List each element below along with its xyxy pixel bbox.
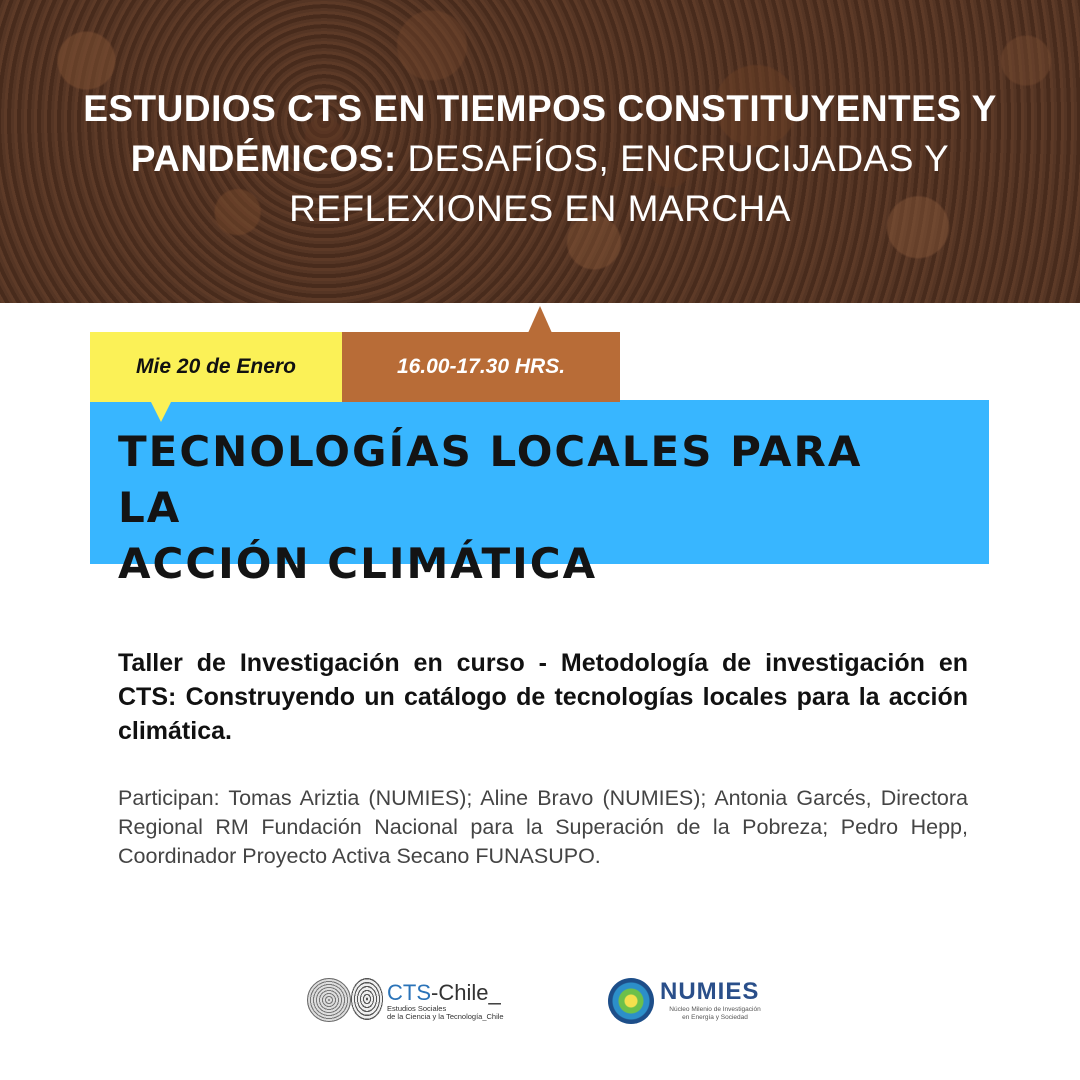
cts-chile-logo [307, 978, 507, 1028]
participants-text: Participan: Tomas Ariztia (NUMIES); Aline Bravo (NUMIES); Antonia Garcés, Directora Regional RM Fundación Nacional para la Superación de la Pobreza; Pedro Hepp, Coordinador Proyecto Activa Secano FUNASUPO. [118, 786, 968, 868]
time-text: 16.00-17.30 HRS. [396, 355, 566, 378]
event-title [118, 424, 929, 592]
date-pointer [150, 400, 172, 422]
header-title-light: DESAFÍOS, ENCRUCIJADAS Y REFLEXIONES EN MARCHA [289, 138, 950, 229]
tree-ring-icon [307, 978, 351, 1022]
cts-logo-subtitle: Estudios Sociales de la Ciencia y la Tecnología_Chile [387, 1004, 504, 1021]
cts-logo-name: CTS-Chile_ [387, 980, 501, 1005]
event-title-line2: ACCIÓN CLIMÁTICA [118, 539, 598, 588]
numies-logo-subtitle: Núcleo Milenio de Investigación en Energía y Sociedad [669, 1006, 761, 1021]
date-badge [90, 332, 342, 402]
time-pointer [528, 306, 552, 333]
time-badge [342, 332, 620, 402]
header-banner [0, 0, 1080, 303]
numies-logo-name: NUMIES [660, 978, 760, 1005]
header-title [40, 84, 1040, 234]
numies-emblem-icon [608, 978, 654, 1024]
event-title-line1: TECNOLOGÍAS LOCALES PARA LA [118, 427, 863, 532]
date-text: Mie 20 de Enero [136, 355, 296, 378]
fingerprint-icon [351, 978, 383, 1020]
event-title-box [90, 400, 989, 588]
talk-title: Taller de Investigación en curso - Metodología de investigación en CTS: Construyendo un catálogo de tecnologías locales para la acción climática. [118, 649, 968, 745]
header-title-bold: ESTUDIOS CTS EN TIEMPOS CONSTITUYENTES Y PANDÉMICOS: [83, 88, 997, 179]
numies-logo [608, 978, 778, 1028]
